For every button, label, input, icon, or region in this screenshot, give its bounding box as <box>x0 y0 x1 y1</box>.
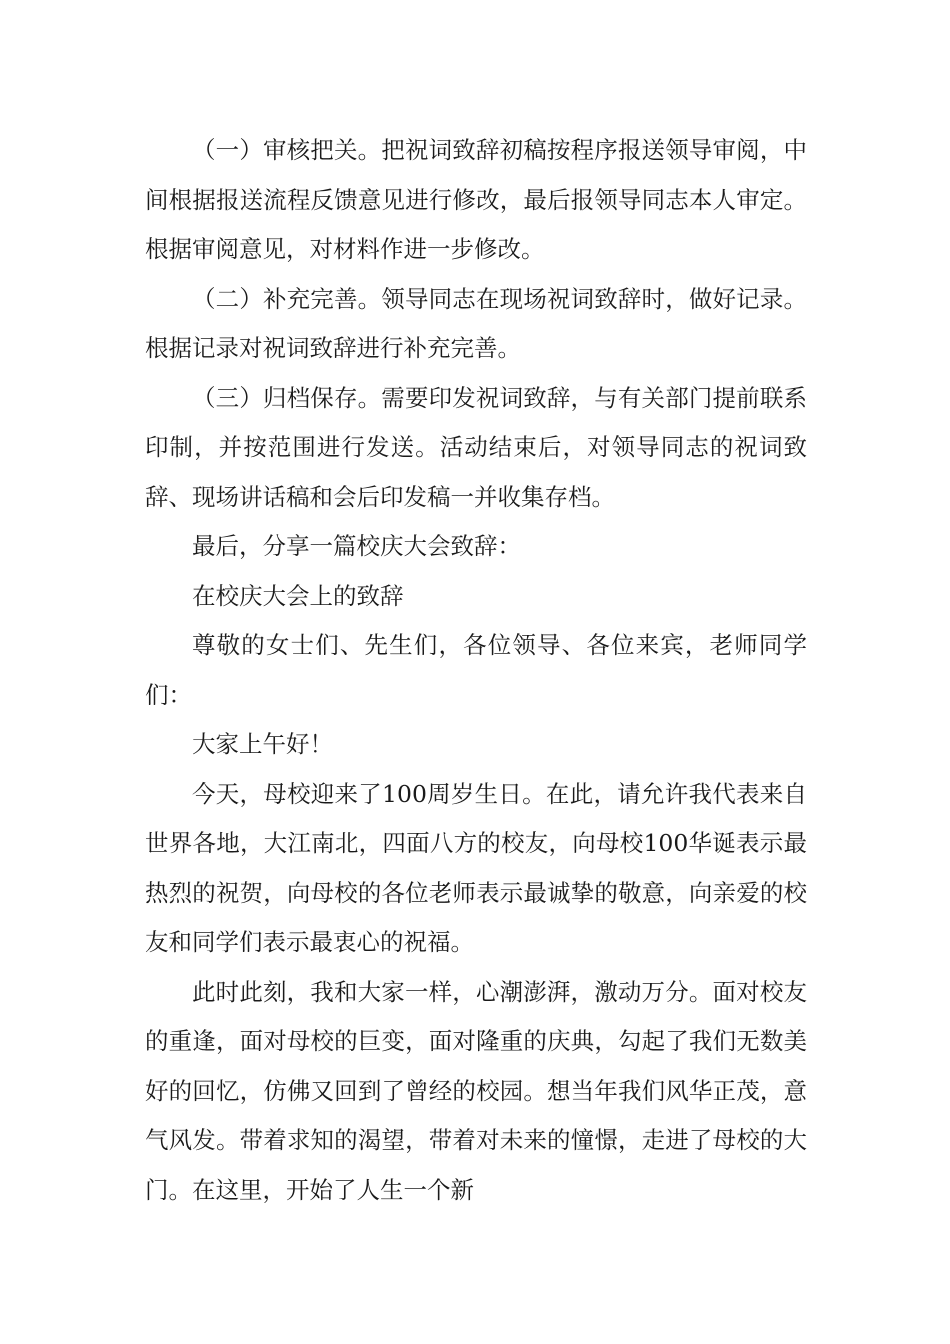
document-body <box>145 126 807 1215</box>
speech-paragraph-memories: 此时此刻，我和大家一样，心潮澎湃，激动万分。面对校友的重逢，面对母校的巨变，面对隆重的庆典，勾起了我们无数美好的回忆，仿佛又回到了曾经的校园。想当年我们风华正茂，意气风发。带着求知的渴望，带着对未来的憧憬，走进了母校的大门。在这里，开始了人生一个新 <box>145 977 807 1204</box>
paragraph-archive: （三）归档保存。需要印发祝词致辞，与有关部门提前联系印制，并按范围进行发送。活动结束后，对领导同志的祝词致辞、现场讲话稿和会后印发稿一并收集存档。 <box>145 383 807 511</box>
speech-greeting: 大家上午好！ <box>192 730 333 758</box>
speech-title: 在校庆大会上的致辞 <box>192 581 404 610</box>
paragraph-share-intro: 最后，分享一篇校庆大会致辞： <box>192 532 521 560</box>
paragraph-supplement: （二）补充完善。领导同志在现场祝词致辞时，做好记录。根据记录对祝词致辞进行补充完善。 <box>145 284 807 362</box>
speech-paragraph-anniversary: 今天，母校迎来了100周岁生日。在此，请允许我代表来自世界各地，大江南北，四面八方的校友，向母校100华诞表示最热烈的祝贺，向母校的各位老师表示最诚挚的敬意，向亲爱的校友和同学们表示最衷心的祝福。 <box>145 779 807 956</box>
speech-salutation: 尊敬的女士们、先生们，各位领导、各位来宾，老师同学们： <box>145 631 807 709</box>
paragraph-review: （一）审核把关。把祝词致辞初稿按程序报送领导审阅，中间根据报送流程反馈意见进行修改，最后报领导同志本人审定。根据审阅意见，对材料作进一步修改。 <box>145 136 807 263</box>
